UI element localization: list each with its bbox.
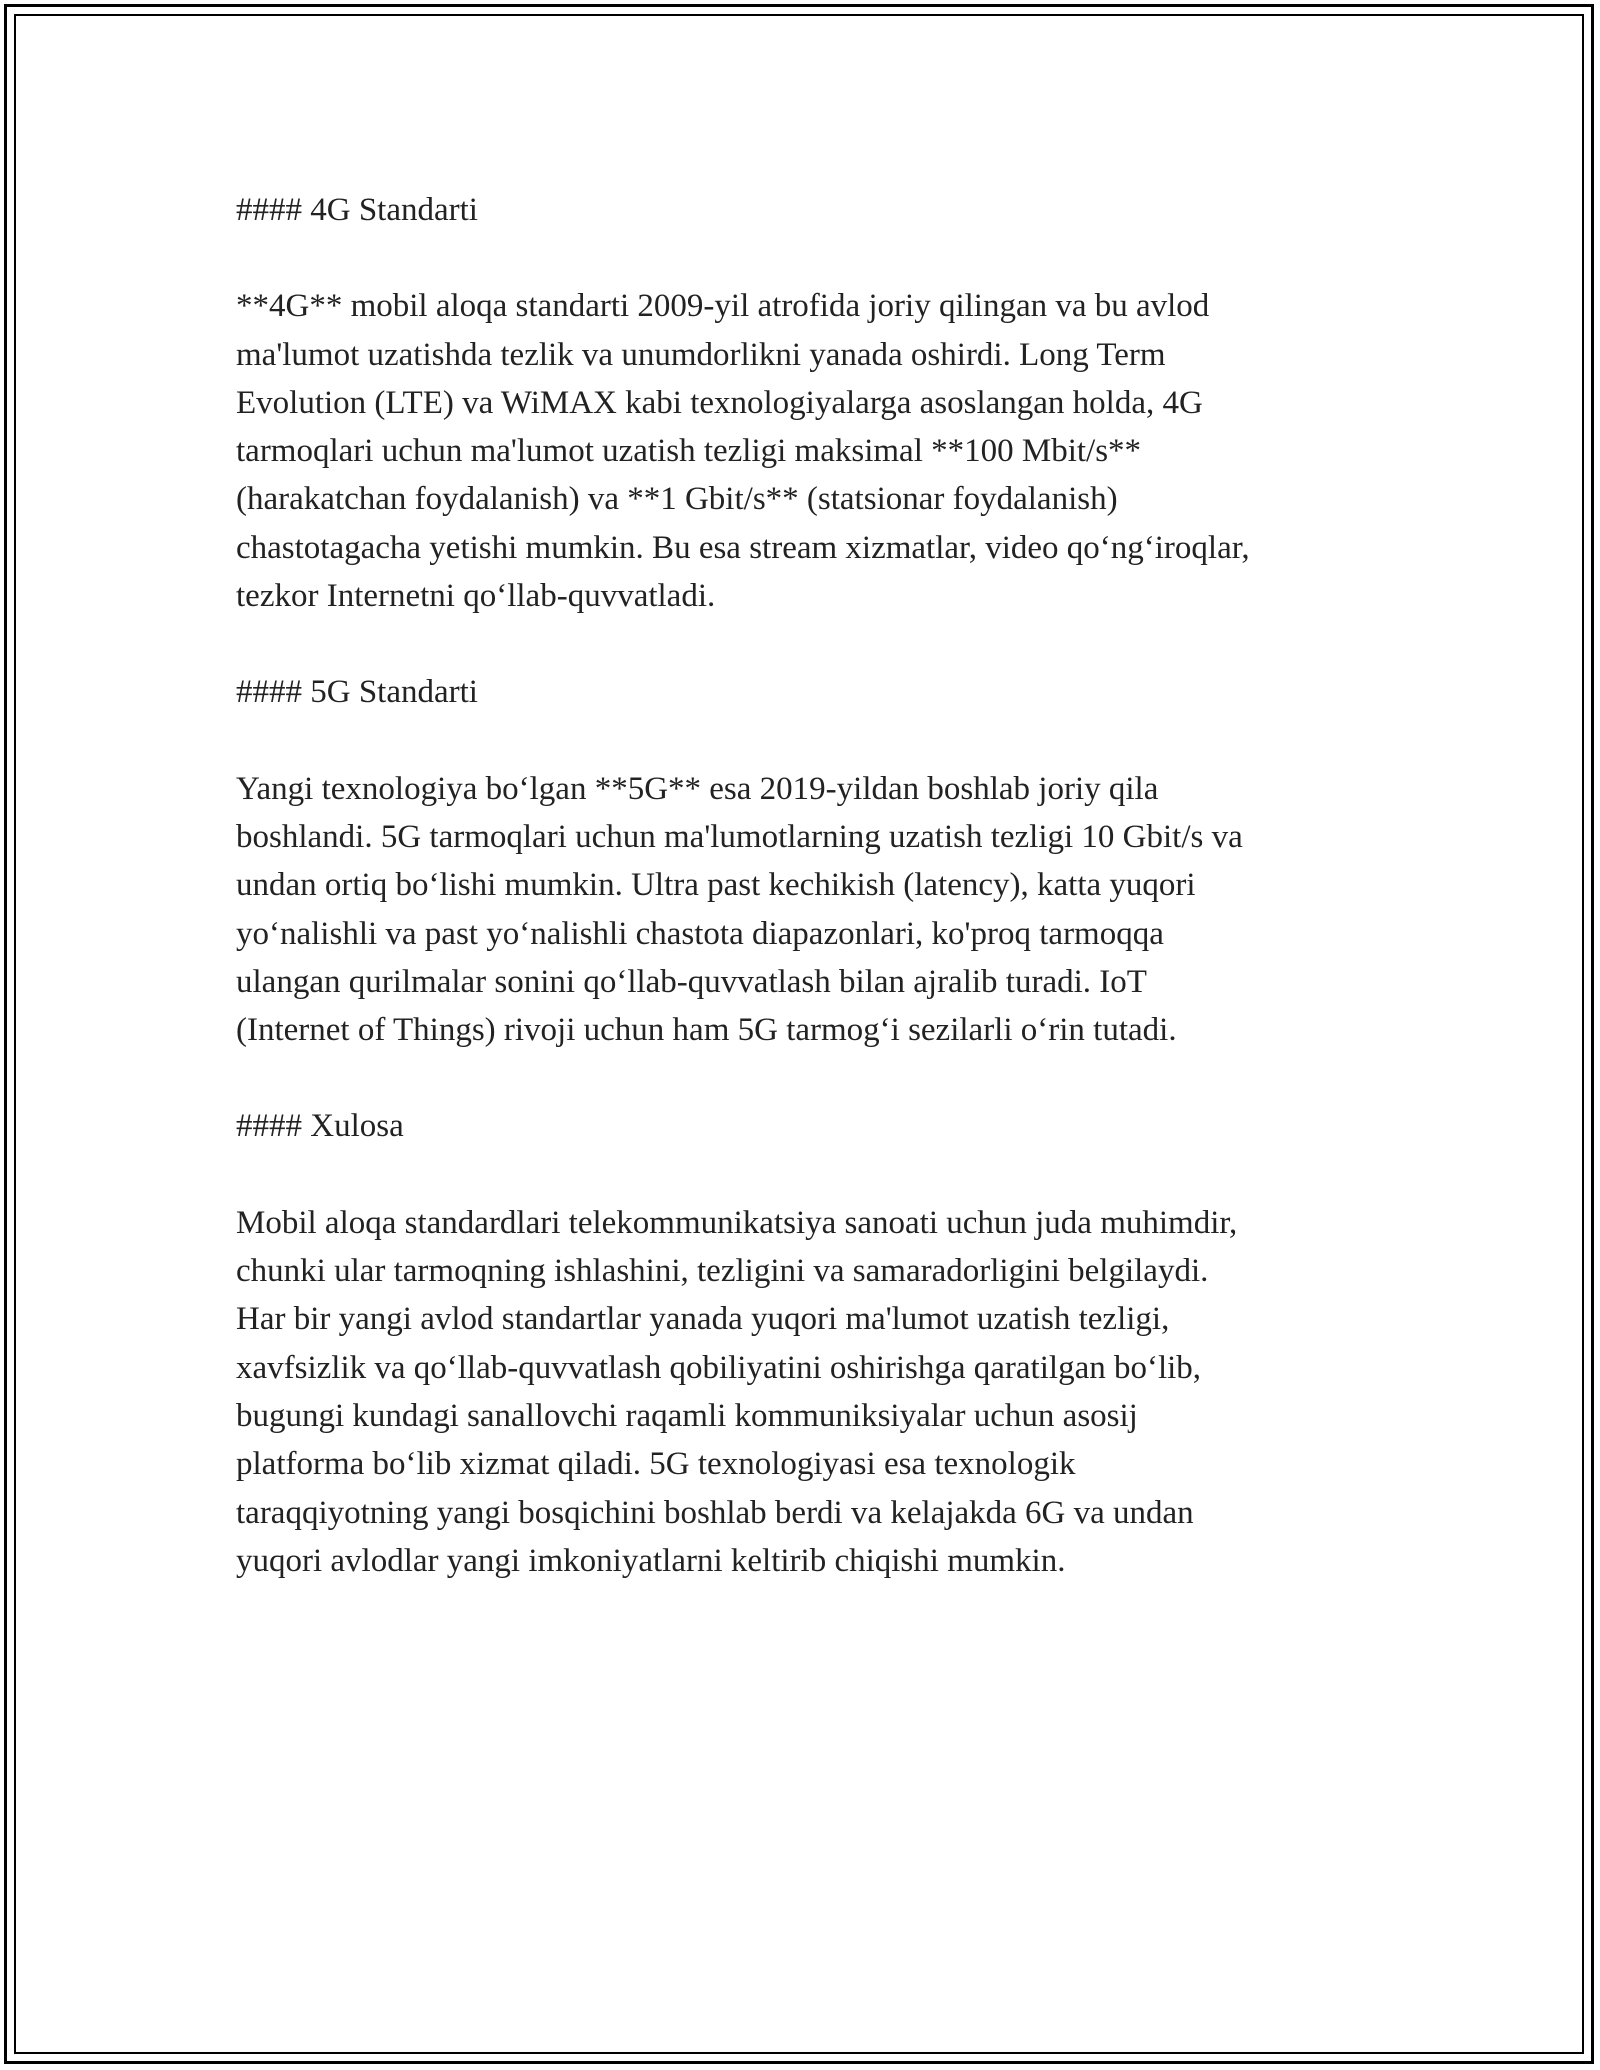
section-paragraph-xulosa: Mobil aloqa standardlari telekommunikatsiya sanoati uchun juda muhimdir, chunki ular tarmoqning ishlashini, tezligini va samaradorligini belgilaydi. Har bir yangi avlod standartlar yanada yuqori ma'lumot uzatish tezligi, xavfsizlik va qo‘llab-quvvatlash qobiliyatini oshirishga qaratilgan bo‘lib, bugungi kundagi sanallovchi raqamli kommuniksiyalar uchun asosij platforma bo‘lib xizmat qiladi. 5G texnologiyasi esa texnologik taraqqiyotning yangi bosqichini boshlab berdi va kelajakda 6G va undan yuqori avlodlar yangi imkoniyatlarni keltirib chiqishi mumkin. (236, 1204, 1238, 1579)
section-heading-xulosa: #### Xulosa (236, 1108, 404, 1145)
section-heading-4g: #### 4G Standarti (236, 192, 478, 228)
document-body (236, 186, 1376, 1633)
section-paragraph-5g: Yangi texnologiya bo‘lgan **5G** esa 2019-yildan boshlab joriy qila boshlandi. 5G tarmoqlari uchun ma'lumotlarning uzatish tezligi 10 Gbit/s va undan ortiq bo‘lishi mumkin. Ultra past kechikish (latency), katta yuqori yo‘nalishli va past yo‘nalishli chastota diapazonlari, ko'proq tarmoqqa ulangan qurilmalar sonini qo‘llab-quvvatlash bilan ajralib turadi. IoT (Internet of Things) rivoji uchun ham 5G tarmog‘i sezilarli o‘rin tutadi. (236, 770, 1243, 1049)
section-paragraph-4g: **4G** mobil aloqa standarti 2009-yil atrofida joriy qilingan va bu avlod ma'lumot uzatishda tezlik va unumdorlikni yanada oshirdi. Long Term Evolution (LTE) va WiMAX kabi texnologiyalarga asoslangan holda, 4G tarmoqlari uchun ma'lumot uzatish tezligi maksimal **100 Mbit/s** (harakatchan foydalanish) va **1 Gbit/s** (statsionar foydalanish) chastotagacha yetishi mumkin. Bu esa stream xizmatlar, video qo‘ng‘iroqlar, tezkor Internetni qo‘llab-quvvatladi. (236, 288, 1250, 615)
section-heading-5g: #### 5G Standarti (236, 674, 478, 711)
